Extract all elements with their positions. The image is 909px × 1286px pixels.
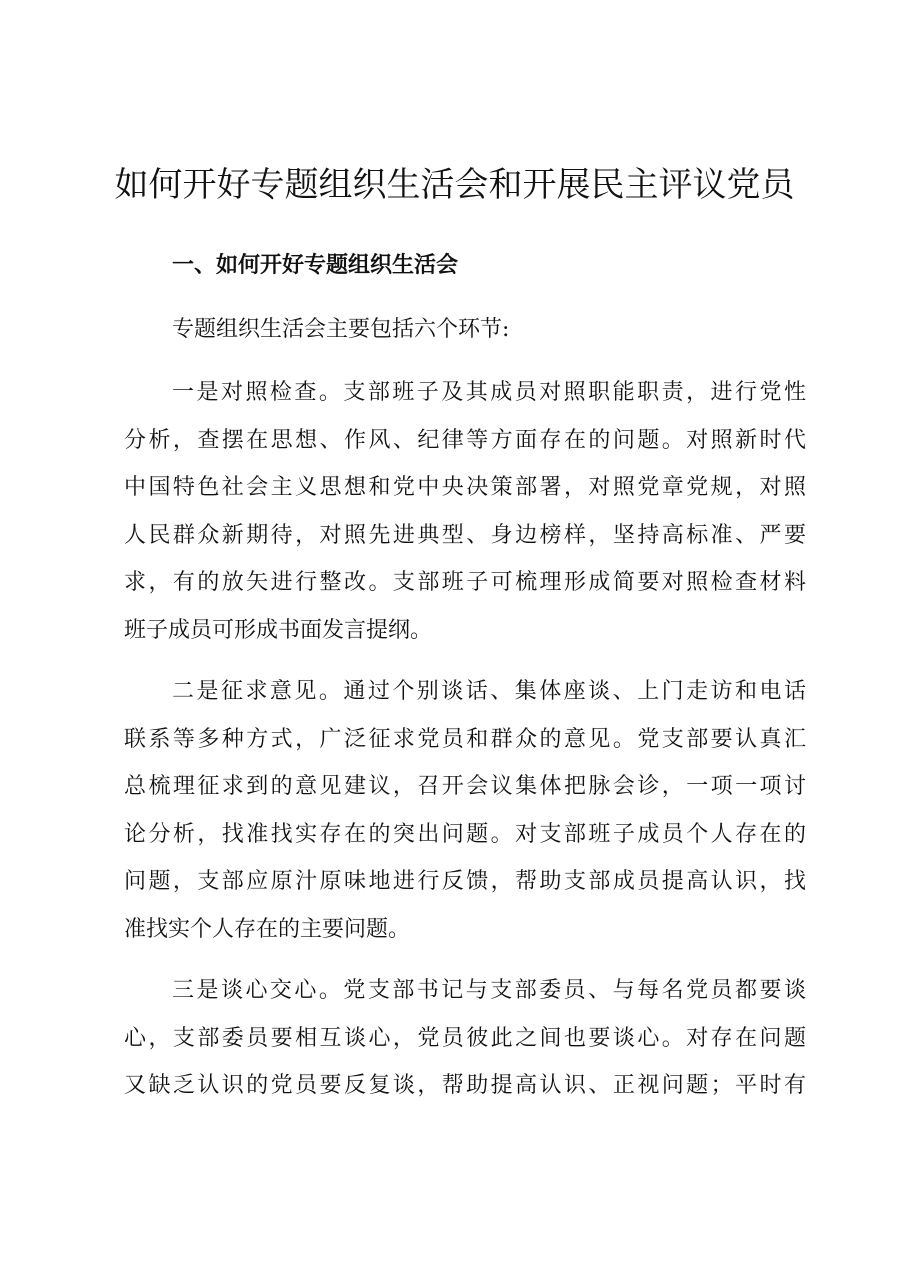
intro-paragraph: 专题组织生活会主要包括六个环节: <box>172 317 510 342</box>
paragraph-line: 准找实个人存在的主要问题。 <box>124 916 411 942</box>
paragraph-line: 人民群众新期待，对照先进典型、身边榜样，坚持高标准、严要 <box>124 522 806 548</box>
document-title: 如何开好专题组织生活会和开展民主评议党员 <box>114 165 795 205</box>
paragraph-line: 又缺乏认识的党员要反复谈，帮助提高认识、正视问题；平时有 <box>124 1073 806 1099</box>
paragraph-line: 求，有的放矢进行整改。支部班子可梳理形成简要对照检查材料 <box>124 570 806 596</box>
paragraph-line: 一是对照检查。支部班子及其成员对照职能职责，进行党性 <box>172 380 806 405</box>
paragraph-line: 问题，支部应原汁原味地进行反馈，帮助支部成员提高认识，找 <box>124 869 806 895</box>
paragraph-line: 三是谈心交心。党支部书记与支部委员、与每名党员都要谈 <box>172 978 806 1003</box>
paragraph-line: 分析，查摆在思想、作风、纪律等方面存在的问题。对照新时代 <box>124 427 806 453</box>
paragraph-heart-to-heart <box>124 967 806 1110</box>
paragraph-line: 论分析，找准找实存在的突出问题。对支部班子成员个人存在的 <box>124 821 806 847</box>
section-heading: 一、如何开好专题组织生活会 <box>172 253 459 278</box>
paragraph-comparison-check <box>124 369 806 655</box>
paragraph-line: 中国特色社会主义思想和党中央决策部署，对照党章党规，对照 <box>124 475 806 501</box>
paragraph-line: 总梳理征求到的意见建议，召开会议集体把脉会诊，一项一项讨 <box>124 774 806 800</box>
paragraph-line: 班子成员可形成书面发言提纲。 <box>124 617 433 643</box>
paragraph-line: 联系等多种方式，广泛征求党员和群众的意见。党支部要认真汇 <box>124 726 806 752</box>
paragraph-solicit-opinions <box>124 668 806 954</box>
paragraph-line: 心，支部委员要相互谈心，党员彼此之间也要谈心。对存在问题 <box>124 1025 806 1051</box>
paragraph-line: 二是征求意见。通过个别谈话、集体座谈、上门走访和电话 <box>172 679 806 704</box>
